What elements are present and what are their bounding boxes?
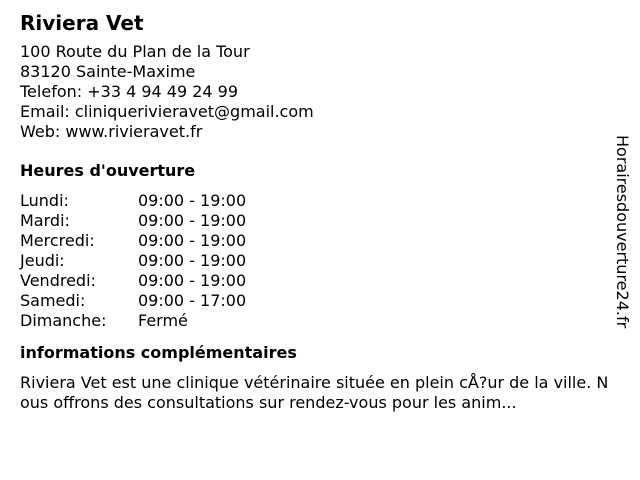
hours-row-saturday bbox=[20, 291, 612, 311]
day-label: Jeudi: bbox=[20, 251, 65, 270]
time-range: Fermé bbox=[138, 311, 188, 330]
opening-hours-table bbox=[20, 191, 612, 331]
opening-hours-heading: Heures d'ouverture bbox=[20, 161, 196, 180]
time-range: 09:00 - 19:00 bbox=[138, 271, 247, 290]
hours-row-monday bbox=[20, 191, 612, 211]
time-range: 09:00 - 17:00 bbox=[138, 291, 247, 310]
day-label: Samedi: bbox=[20, 291, 86, 310]
brand-watermark-text: Horairesdouverture24.fr bbox=[613, 135, 632, 329]
day-label: Vendredi: bbox=[20, 271, 96, 290]
clinic-name: Riviera Vet bbox=[20, 11, 144, 35]
phone-line[interactable]: Telefon: +33 4 94 49 24 99 bbox=[20, 82, 239, 101]
email-line[interactable]: Email: cliniquerivieravet@gmail.com bbox=[20, 102, 314, 121]
time-range: 09:00 - 19:00 bbox=[138, 211, 247, 230]
address-line-1: 100 Route du Plan de la Tour bbox=[20, 42, 250, 61]
hours-row-sunday bbox=[20, 311, 612, 331]
additional-info-heading: informations complémentaires bbox=[20, 343, 297, 362]
time-range: 09:00 - 19:00 bbox=[138, 251, 247, 270]
brand-watermark bbox=[612, 135, 640, 345]
day-label: Lundi: bbox=[20, 191, 69, 210]
time-range: 09:00 - 19:00 bbox=[138, 231, 247, 250]
hours-row-thursday bbox=[20, 251, 612, 271]
web-line[interactable]: Web: www.rivieravet.fr bbox=[20, 122, 203, 141]
hours-row-friday bbox=[20, 271, 612, 291]
hours-row-wednesday bbox=[20, 231, 612, 251]
clinic-card bbox=[20, 10, 612, 413]
address-line-2: 83120 Sainte-Maxime bbox=[20, 62, 196, 81]
day-label: Mardi: bbox=[20, 211, 70, 230]
hours-row-tuesday bbox=[20, 211, 612, 231]
day-label: Dimanche: bbox=[20, 311, 107, 330]
additional-info-text: Riviera Vet est une clinique vétérinaire située en plein cÅ?ur de la ville. Nous offrons des consultations sur rendez-vous pour les anim... bbox=[20, 373, 609, 412]
time-range: 09:00 - 19:00 bbox=[138, 191, 247, 210]
day-label: Mercredi: bbox=[20, 231, 95, 250]
